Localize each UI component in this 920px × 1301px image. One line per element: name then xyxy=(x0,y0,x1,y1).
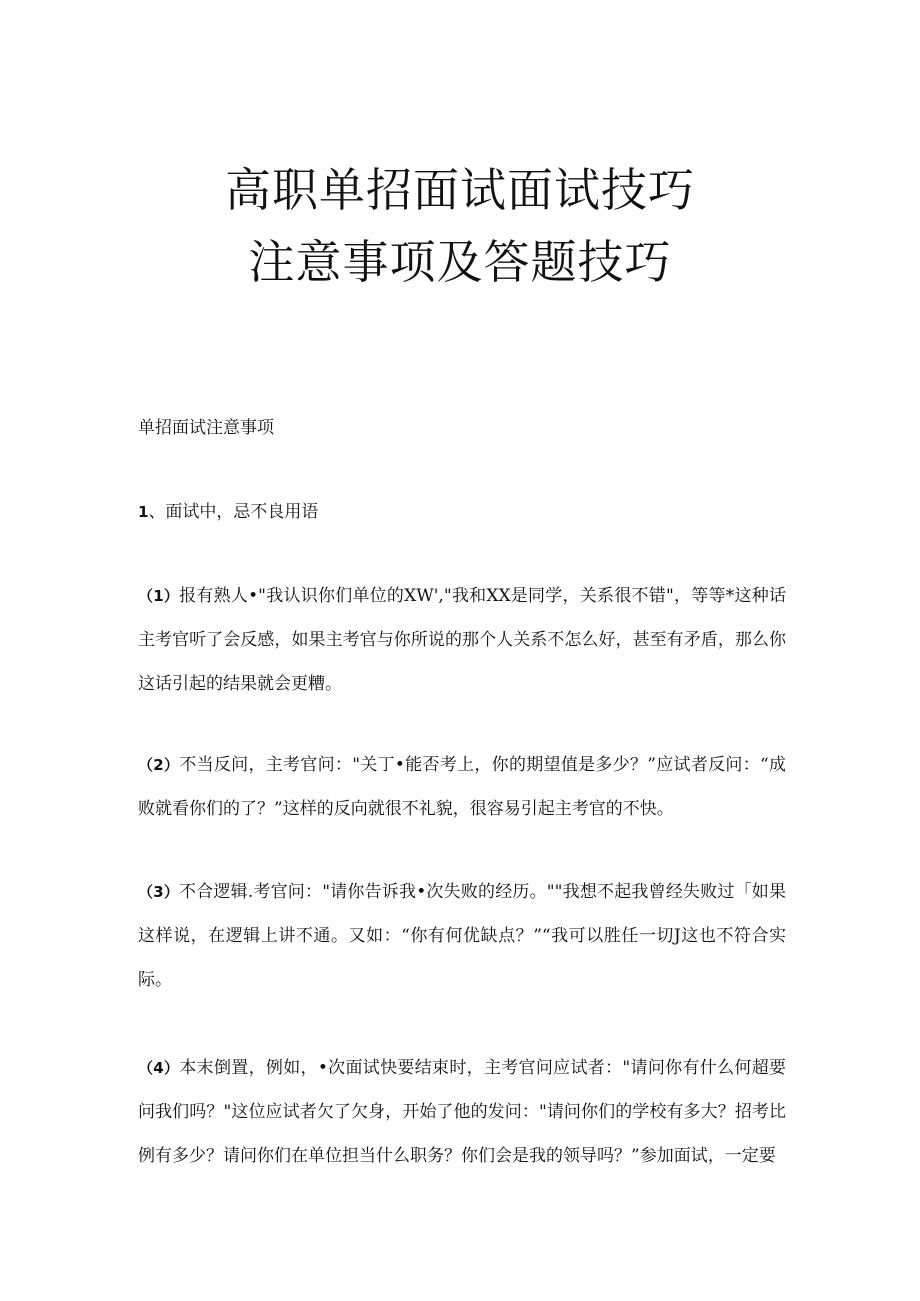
section-heading: 单招面试注意事项 xyxy=(138,418,274,438)
paragraph-1 xyxy=(138,574,786,706)
paragraph-3-text: 不合逻辑.考官问："请你告诉我•次失败的经历。""我想不起我曾经失败过「如果这样说，在逻辑上讲不通。又如：“你有何优缺点？”“我可以胜任一切J这也不符合实际。 xyxy=(138,882,787,990)
paragraph-2 xyxy=(138,743,786,831)
document-title-line-2: 注意事项及答题技巧 xyxy=(248,235,672,289)
paragraph-1-text: 报有熟人•"我认识你们单位的XW',"我和XX是同学，关系很不错"，等等*这种话主考官听了会反感，如果主考官与你所说的那个人关系不怎么好，甚至有矛盾，那么你这话引起的结果就会更糟。 xyxy=(138,586,787,694)
paragraph-4 xyxy=(138,1046,786,1178)
paragraph-3 xyxy=(138,870,786,1002)
paragraph-3-number: （3） xyxy=(138,883,180,901)
item-heading-text: 、面试中，忌不良用语 xyxy=(148,502,319,522)
item-heading xyxy=(138,500,318,524)
paragraph-4-number: （4） xyxy=(138,1059,180,1077)
paragraph-4-text: 本末倒置，例如，•次面试快要结束时，主考官问应试者："请问你有什么何超要问我们吗？"这位应试者欠了欠身，开始了他的发问："请问你们的学校有多大？招考比例有多少？请问你们在单位担当什么职务？你们会是我的领导吗？”参加面试，一定要 xyxy=(138,1058,786,1166)
paragraph-2-text: 不当反问，主考官问："关丁•能否考上，你的期望值是多少？”应试者反问：“成败就看你们的了？”这样的反向就很不礼貌，很容易引起主考官的不快。 xyxy=(138,755,786,819)
document-title-line-1: 高职单招面试面试技巧 xyxy=(225,163,695,217)
paragraph-2-number: （2） xyxy=(138,756,180,774)
paragraph-1-number: （1） xyxy=(138,587,180,605)
item-heading-number: 1 xyxy=(138,503,149,521)
